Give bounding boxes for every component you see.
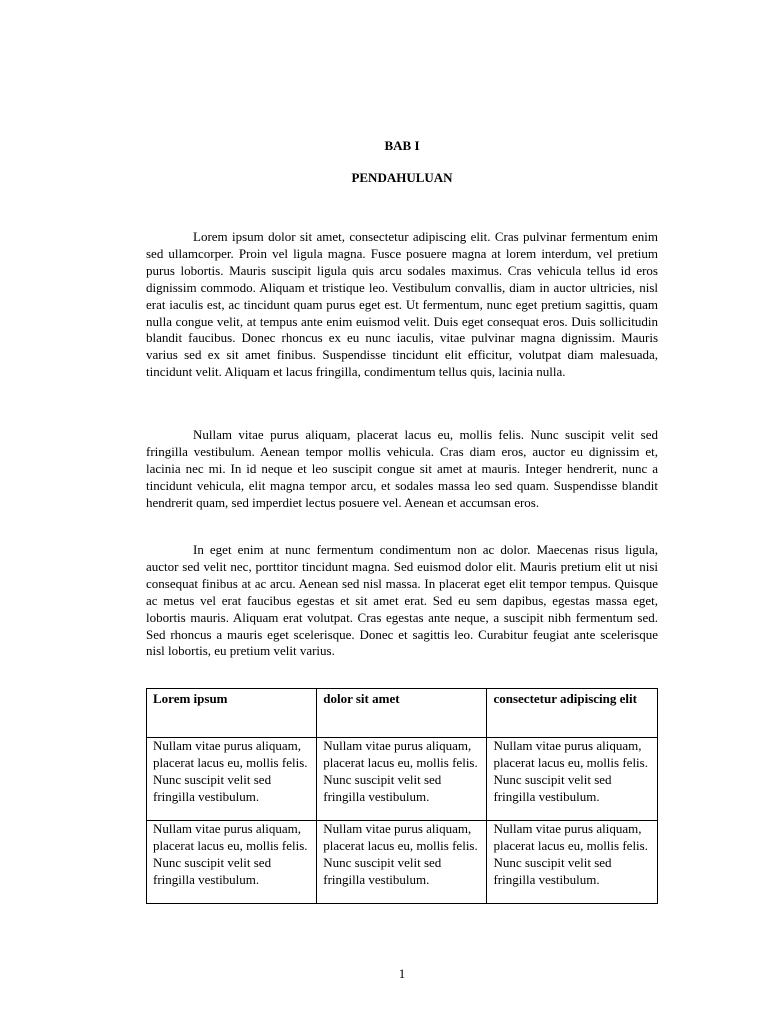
body-paragraph-2: Nullam vitae purus aliquam, placerat lacus eu, mollis felis. Nunc suscipit velit sed fringilla vestibulum. Aenean tempor mollis vehicula. Cras diam eros, auctor eu dignissim et, lacinia nec mi. In id neque et leo suscipit congue sit amet at mauris. Integer hendrerit, nunc a tincidunt vehicula, elit magna tempor arcu, et sodales massa leo sed quam. Suspendisse blandit hendrerit quam, sed imperdiet lectus posuere vel. Aenean et accumsan eros. <box>146 427 658 510</box>
document-page <box>146 0 658 1024</box>
table-cell: Nullam vitae purus aliquam, placerat lacus eu, mollis felis. Nunc suscipit velit sed fringilla vestibulum. <box>317 821 487 904</box>
table-row <box>147 821 658 904</box>
table-header-cell: consectetur adipiscing elit <box>487 689 658 738</box>
chapter-number: BAB I <box>384 138 420 153</box>
table-cell: Nullam vitae purus aliquam, placerat lacus eu, mollis felis. Nunc suscipit velit sed fringilla vestibulum. <box>147 821 317 904</box>
table-cell: Nullam vitae purus aliquam, placerat lacus eu, mollis felis. Nunc suscipit velit sed fringilla vestibulum. <box>487 821 658 904</box>
table-header-cell: Lorem ipsum <box>147 689 317 738</box>
body-paragraph-3: In eget enim at nunc fermentum condimentum non ac dolor. Maecenas risus ligula, auctor sed velit nec, porttitor tincidunt magna. Sed euismod dolor elit. Mauris pretium elit ut nisi consequat finibus at ac arcu. Aenean sed nisl massa. In placerat eget elit tempor tempus. Quisque ac metus vel erat faucibus egestas et sit amet erat. Sed eu sem dapibus, egestas massa eget, lobortis mauris. Aliquam erat volutpat. Cras egestas ante neque, a suscipit nibh fermentum sed. Sed rhoncus a mauris eget scelerisque. Donec et sagittis leo. Curabitur feugiat ante scelerisque nisl lobortis, eu pretium velit varius. <box>146 542 658 659</box>
chapter-title: PENDAHULUAN <box>351 170 453 185</box>
body-paragraph-1: Lorem ipsum dolor sit amet, consectetur adipiscing elit. Cras pulvinar fermentum enim sed ullamcorper. Proin vel ligula magna. Fusce posuere magna at lorem interdum, vel pretium purus lobortis. Mauris suscipit ligula quis arcu sodales maximus. Cras vehicula tellus id eros dignissim commodo. Aliquam et tristique leo. Vestibulum convallis, diam in auctor ultricies, nisl erat iaculis est, ac tincidunt quam purus eget est. Ut fermentum, nunc eget pretium sagittis, quam nulla congue velit, at tempus ante enim euismod velit. Duis eget consequat eros. Duis sollicitudin blandit faucibus. Donec rhoncus ex eu nunc iaculis, vitae pulvinar magna dignissim. Mauris varius sed ex sit amet finibus. Suspendisse tincidunt elit efficitur, volutpat diam malesuada, tincidunt velit. Aliquam et lacus fringilla, condimentum tellus quis, lacinia nulla. <box>146 229 658 380</box>
table-header-cell: dolor sit amet <box>317 689 487 738</box>
table-header-row <box>147 689 658 738</box>
data-table <box>146 688 658 904</box>
table-row <box>147 738 658 821</box>
page-number: 1 <box>398 966 406 981</box>
table-cell: Nullam vitae purus aliquam, placerat lacus eu, mollis felis. Nunc suscipit velit sed fringilla vestibulum. <box>147 738 317 821</box>
table-cell: Nullam vitae purus aliquam, placerat lacus eu, mollis felis. Nunc suscipit velit sed fringilla vestibulum. <box>317 738 487 821</box>
table-cell: Nullam vitae purus aliquam, placerat lacus eu, mollis felis. Nunc suscipit velit sed fringilla vestibulum. <box>487 738 658 821</box>
